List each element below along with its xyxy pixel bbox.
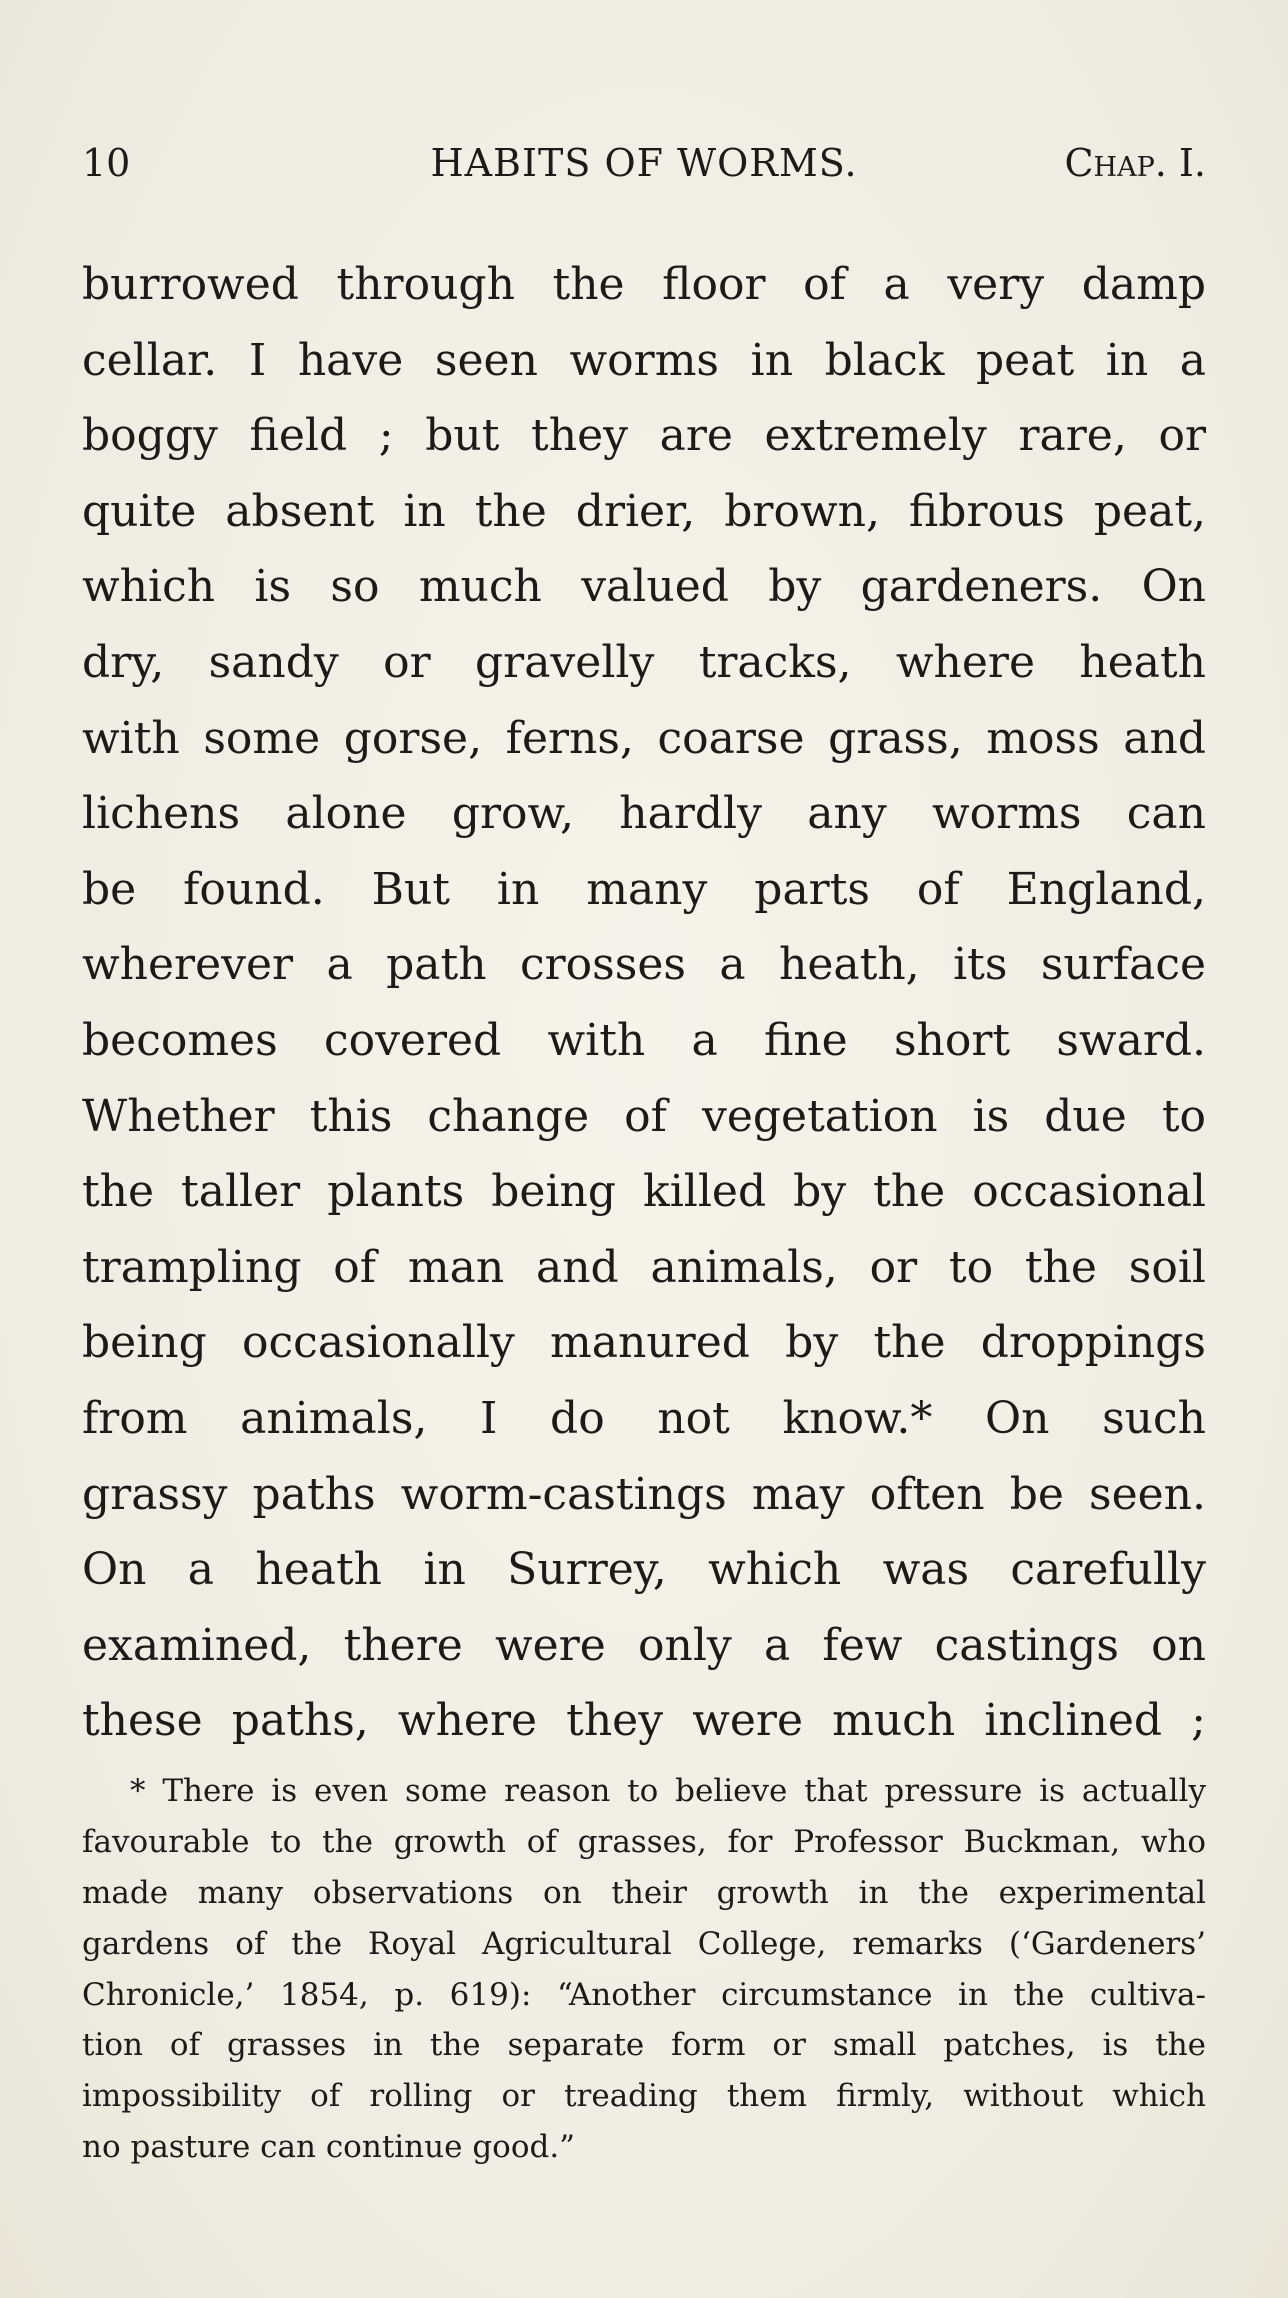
footnote-line: made many observations on their growth in the experimental bbox=[82, 1874, 1206, 1911]
text-line: these paths, where they were much inclined ; bbox=[82, 1695, 1206, 1747]
text-line: On a heath in Surrey, which was carefully bbox=[82, 1544, 1206, 1596]
text-line: wherever a path crosses a heath, its surface bbox=[82, 939, 1206, 991]
page-header bbox=[82, 138, 1206, 188]
footnote-line: gardens of the Royal Agricultural College, remarks (‘Gardeners’ bbox=[82, 1925, 1206, 1962]
text-line: burrowed through the floor of a very damp bbox=[82, 259, 1206, 310]
text-line: from animals, I do not know.* On such bbox=[82, 1392, 1206, 1444]
footnote-line: favourable to the growth of grasses, for Professor Buckman, who bbox=[82, 1823, 1206, 1860]
text-line: which is so much valued by gardeners. On bbox=[82, 561, 1206, 613]
text-line: dry, sandy or gravelly tracks, where heath bbox=[82, 636, 1206, 688]
text-line: Whether this change of vegetation is due to bbox=[82, 1090, 1206, 1142]
text-line: the taller plants being killed by the occasional bbox=[82, 1166, 1206, 1218]
text-line: boggy field ; but they are extremely rare, or bbox=[82, 410, 1206, 462]
text-line: becomes covered with a fine short sward. bbox=[82, 1014, 1206, 1066]
text-line: quite absent in the drier, brown, fibrous peat, bbox=[82, 485, 1206, 537]
footnote-line: * There is even some reason to believe that pressure is actually bbox=[130, 1773, 1206, 1809]
text-line: trampling of man and animals, or to the soil bbox=[82, 1241, 1206, 1293]
running-title: HABITS OF WORMS. bbox=[430, 141, 858, 185]
footnote-line: Chronicle,’ 1854, p. 619): “Another circumstance in the cultiva- bbox=[82, 1976, 1206, 2013]
body-text bbox=[82, 247, 1206, 1759]
text-line: with some gorse, ferns, coarse grass, moss and bbox=[82, 712, 1206, 764]
text-line: being occasionally manured by the droppings bbox=[82, 1317, 1206, 1369]
text-line: be found. But in many parts of England, bbox=[82, 863, 1206, 915]
text-line: cellar. I have seen worms in black peat in a bbox=[82, 334, 1206, 386]
footnote-line: tion of grasses in the separate form or small patches, is the bbox=[82, 2027, 1206, 2064]
chapter-label: Chap. I. bbox=[1064, 141, 1206, 185]
page-number: 10 bbox=[82, 141, 131, 185]
footnote-line: no pasture can continue good.” bbox=[82, 2129, 576, 2166]
footnote-line: impossibility of rolling or treading them firmly, without which bbox=[82, 2078, 1206, 2115]
text-line: grassy paths worm-castings may often be seen. bbox=[82, 1468, 1206, 1520]
text-line: lichens alone grow, hardly any worms can bbox=[82, 788, 1206, 840]
footnote bbox=[82, 1766, 1206, 2173]
text-line: examined, there were only a few castings on bbox=[82, 1619, 1206, 1671]
